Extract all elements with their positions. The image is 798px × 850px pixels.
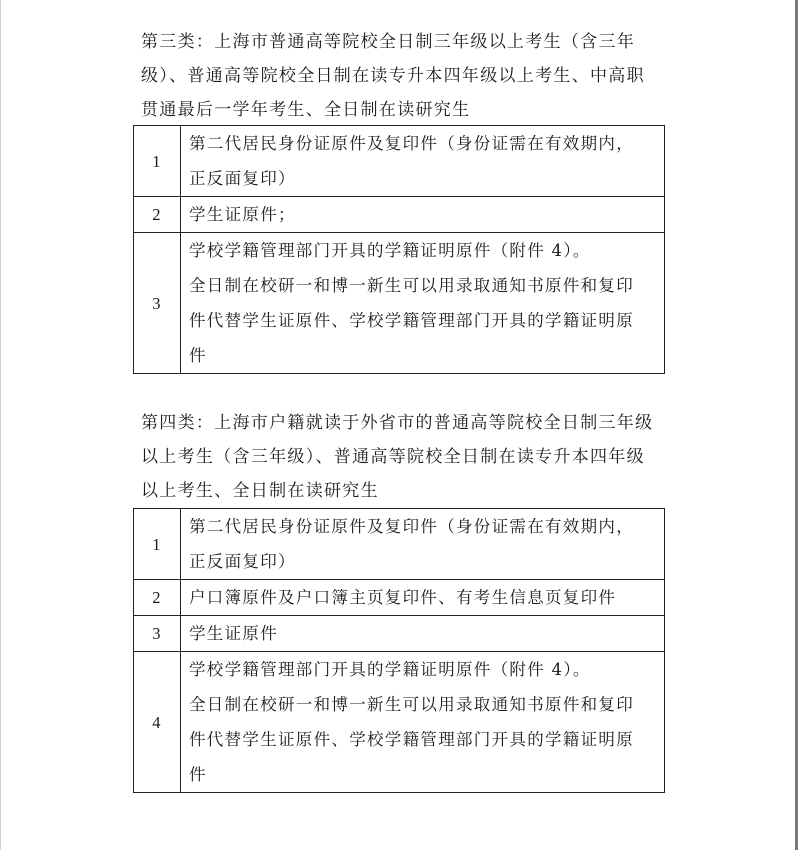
row-text-line: 全日制在校研一和博一新生可以用录取通知书原件和复印 — [189, 276, 634, 295]
row-text — [181, 233, 665, 374]
table-row — [134, 652, 665, 793]
row-text — [181, 580, 665, 616]
section3-heading-text — [141, 25, 663, 127]
row-text-line: 第二代居民身份证原件及复印件（身份证需在有效期内， — [189, 517, 634, 536]
row-number: 3 — [134, 616, 181, 652]
heading-line: 以上考生、全日制在读研究生 — [141, 481, 379, 501]
section4-heading-text — [141, 406, 663, 508]
heading-line: 以上考生（含三年级）、普通高等院校全日制在读专升本四年级 — [141, 447, 645, 467]
row-text — [181, 616, 665, 652]
table-row — [134, 197, 665, 233]
row-text-line: 件代替学生证原件、学校学籍管理部门开具的学籍证明原 — [189, 730, 634, 749]
page-edge-left — [0, 0, 1, 850]
row-number: 1 — [134, 509, 181, 580]
row-text — [181, 509, 665, 580]
heading-line: 级）、普通高等院校全日制在读专升本四年级以上考生、中高职 — [141, 66, 645, 86]
row-text-line: 户口簿原件及户口簿主页复印件、有考生信息页复印件 — [189, 588, 617, 607]
row-text-line: 学生证原件； — [189, 205, 296, 224]
row-text-line: 正反面复印） — [189, 552, 296, 571]
section4-heading — [141, 406, 663, 508]
row-text-line: 全日制在校研一和博一新生可以用录取通知书原件和复印 — [189, 695, 634, 714]
row-text-line: 学生证原件 — [189, 624, 278, 643]
row-text — [181, 126, 665, 197]
table-row — [134, 616, 665, 652]
row-number: 3 — [134, 233, 181, 374]
table-row — [134, 126, 665, 197]
row-text-line: 学校学籍管理部门开具的学籍证明原件（附件 4）。 — [189, 241, 591, 260]
row-number: 4 — [134, 652, 181, 793]
table-row — [134, 509, 665, 580]
section3-table — [133, 125, 665, 374]
heading-line: 第三类：上海市普通高等院校全日制三年级以上考生（含三年 — [141, 32, 636, 52]
row-text — [181, 652, 665, 793]
row-text-line: 正反面复印） — [189, 169, 296, 188]
row-number: 1 — [134, 126, 181, 197]
row-text-line: 第二代居民身份证原件及复印件（身份证需在有效期内， — [189, 134, 634, 153]
row-text-line: 件 — [189, 765, 207, 784]
row-text-line: 件代替学生证原件、学校学籍管理部门开具的学籍证明原 — [189, 311, 634, 330]
row-text-line: 学校学籍管理部门开具的学籍证明原件（附件 4）。 — [189, 660, 591, 679]
table-row — [134, 233, 665, 374]
heading-line: 贯通最后一学年考生、全日制在读研究生 — [141, 100, 471, 120]
row-number: 2 — [134, 197, 181, 233]
section3-heading — [141, 25, 663, 127]
heading-line: 第四类：上海市户籍就读于外省市的普通高等院校全日制三年级 — [141, 413, 654, 433]
section4-table — [133, 508, 665, 793]
row-text — [181, 197, 665, 233]
table-row — [134, 580, 665, 616]
row-text-line: 件 — [189, 346, 207, 365]
row-number: 2 — [134, 580, 181, 616]
